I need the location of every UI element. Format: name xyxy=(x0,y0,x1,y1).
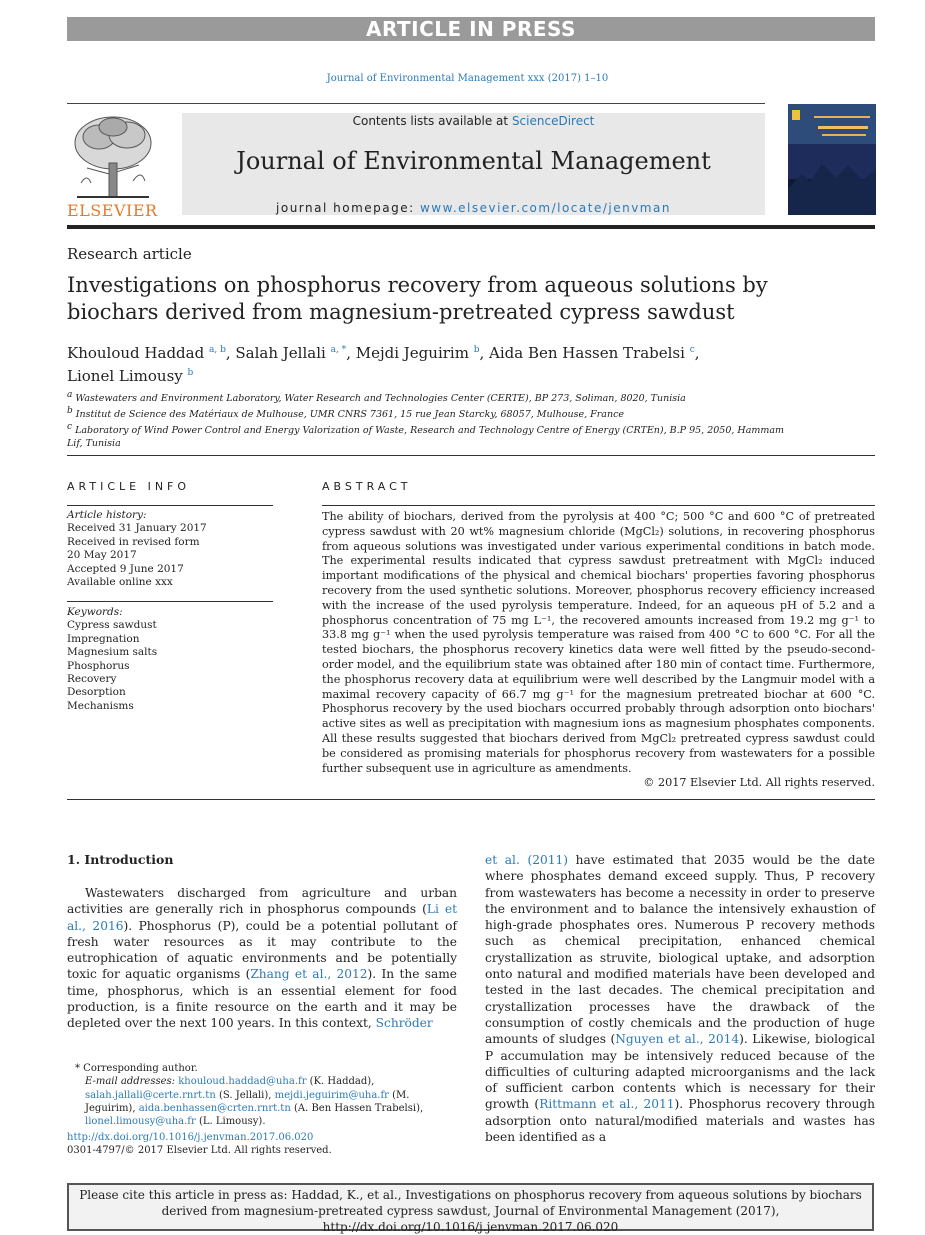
affiliation-item: $^a$ Wastewaters and Environment Laboratory, Water Research and Technologies Center (CERTE), BP 273, Soliman, 8020, Tunisia xyxy=(67,390,686,405)
history-item: Available online xxx xyxy=(67,576,173,589)
author-name: Salah Jellali xyxy=(235,344,326,362)
elsevier-logo[interactable] xyxy=(67,113,159,220)
doi-link[interactable]: http://dx.doi.org/10.1016/j.jenvman.2017.06.020 xyxy=(67,1132,314,1143)
history-item: 20 May 2017 xyxy=(67,549,137,562)
article-history xyxy=(67,509,273,589)
abstract-copyright: © 2017 Elsevier Ltd. All rights reserved. xyxy=(643,776,875,790)
citation-link[interactable]: Zhang et al., 2012 xyxy=(250,967,368,982)
affiliations xyxy=(67,389,787,450)
affiliation-item: $^b$ Institut de Science des Matériaux de Mulhouse, UMR CNRS 7361, 15 rue Jean Starcky, 68057, Mulhouse, France xyxy=(67,406,625,421)
divider xyxy=(67,799,875,800)
affiliation-mark[interactable]: a, * xyxy=(330,345,347,355)
email-link[interactable]: khouloud.haddad@uha.fr xyxy=(178,1076,307,1088)
citation-link[interactable]: Nguyen et al., 2014 xyxy=(615,1032,740,1047)
citation-link[interactable]: Rittmann et al., 2011 xyxy=(539,1097,675,1112)
citation-link[interactable]: Li et al., 2016 xyxy=(67,902,457,933)
email-link[interactable]: salah.jallali@certe.rnrt.tn xyxy=(85,1089,216,1101)
divider xyxy=(67,601,273,602)
affiliation-mark[interactable]: b xyxy=(187,368,194,378)
author-name: Khouloud Haddad xyxy=(67,344,205,362)
journal-header xyxy=(182,113,765,215)
keyword-item: Cypress sawdust xyxy=(67,619,157,632)
email-link[interactable]: lionel.limousy@uha.fr xyxy=(85,1116,196,1128)
affiliation-mark[interactable]: c xyxy=(689,345,695,355)
keywords-label: Keywords: xyxy=(67,606,123,618)
contents-line: Contents lists available at ScienceDirect xyxy=(352,114,595,128)
author-list: Khouloud Haddad $^{a, b}$, Salah Jellali $^{a, *}$, Mejdi Jeguirim $^b$, Aida Ben Hassen Trabelsi $^c$, Lionel Limousy $^b$ xyxy=(67,344,700,385)
intro-left-column: Wastewaters discharged from agriculture and urban activities are generally rich in phosphorus compounds (Li et al., 2016). Phosphorus (P), could be a potential pollutant of fresh water resources as it may contribute to the eutrophication of aquatic environments and be potentially toxic for aquatic organisms (Zhang et al., 2012). In the same time, phosphorus, which is an essential element for food production, is a finite resource on the earth and it may be depleted over the next 100 years. In this context, Schröder xyxy=(67,886,458,1031)
keyword-item: Desorption xyxy=(67,686,126,699)
keywords xyxy=(67,606,273,713)
citation-link[interactable]: Schröder xyxy=(375,1016,433,1031)
email-link[interactable]: mejdi.jeguirim@uha.fr xyxy=(274,1089,389,1101)
history-item: Accepted 9 June 2017 xyxy=(67,562,184,575)
affiliation-mark[interactable]: b xyxy=(473,345,480,355)
abstract-heading: ABSTRACT xyxy=(322,480,412,493)
intro-right-column: et al. (2011) have estimated that 2035 would be the date where phosphates demand exceed supply. Thus, P recovery from wastewaters has become a necessity in order to preserve the environment and to balance the intensively exhaustion of high-grade phosphates ores. Numerous P recovery methods such as chemical precipitation, enhanced chemical crystallization as struvite, biological uptake, and adsorption onto natural and modified materials have been developed and tested in the last decades. The chemical precipitation and crystallization processes have the drawback of the consumption of costly chemicals and the production of huge amounts of sludges (Nguyen et al., 2014). Likewise, biological P accumulation may be intensively reduced because of the difficulties of culturing adapted microorganisms and the lack of sufficient carbon contents which is necessary for their growth (Rittmann et al., 2011). Phosphorus recovery through adsorption onto natural/modified materials and wastes has been identified as a xyxy=(485,853,875,1145)
journal-citation-link[interactable]: Journal of Environmental Management xxx (2017) 1–10 xyxy=(326,73,609,84)
affiliation-mark[interactable]: a, b xyxy=(208,345,226,355)
citation-link[interactable]: et al. (2011) xyxy=(485,853,569,867)
abstract-text: The ability of biochars, derived from the pyrolysis at 400 °C; 500 °C and 600 °C of pretreated cypress sawdust with 20 wt% magnesium chloride (MgCl₂) solutions, in recovering phosphorus from aqueous solutions was investigated under various experimental conditions in batch mode. The experimental results indicated that cypress sawdust pretreatment with MgCl₂ induced important modifications of the physical and chemical biochars' properties favoring phosphorus recovery from the used synthetic solutions. Moreover, phosphorus recovery efficiency increased with the increase of the used pyrolysis temperature. Indeed, for an aqueous pH of 5.2 and a phosphorus concentration of 75 mg L⁻¹, the recovered amounts increased from 19.2 mg g⁻¹ to 33.8 mg g⁻¹ when the used pyrolysis temperature was raised from 400 °C to 600 °C. For all the tested biochars, the phosphorus recovery kinetics data were well fitted by the pseudo-second-order model, and the equilibrium state was obtained after 180 min of contact time. Furthermore, the phosphorus recovery data at equilibrium were well described by the Langmuir model with a maximal recovery capacity of 66.7 mg g⁻¹ for the magnesium pretreated biochar at 600 °C. Phosphorus recovery by the used biochars occurred probably through adsorption onto biochars' active sites as well as precipitation with magnesium ions as magnesium phosphates components. All these results suggested that biochars derived from MgCl₂ pretreated cypress sawdust could be considered as promising materials for phosphorus recovery from wastewaters for a possible further subsequent use in agriculture as amendments. xyxy=(322,510,875,775)
affiliation-item: $^c$ Laboratory of Wind Power Control and Energy Valorization of Waste, Research and Technology Centre of Energy (CRTEn), B.P 95, 2050, Hammam Lif, Tunisia xyxy=(67,422,785,450)
author-name: Aida Ben Hassen Trabelsi xyxy=(489,344,685,362)
email-addresses: E-mail addresses: khouloud.haddad@uha.fr (K. Haddad), salah.jallali@certe.rnrt.tn (S. Jellali), mejdi.jeguirim@uha.fr (M. Jeguirim), aida.benhassen@crten.rnrt.tn (A. Ben Hassen Trabelsi), lionel.limousy@uha.fr (L. Limousy). xyxy=(85,1076,424,1128)
abstract-body xyxy=(322,510,875,791)
journal-title: Journal of Environmental Management xyxy=(236,147,711,175)
introduction-heading: 1. Introduction xyxy=(67,852,174,867)
keyword-item: Mechanisms xyxy=(67,699,134,712)
article-title: Investigations on phosphorus recovery from aqueous solutions by biochars derived from magnesium-pretreated cypress sawdust xyxy=(67,273,768,324)
sciencedirect-link[interactable]: ScienceDirect xyxy=(511,114,595,128)
divider xyxy=(322,505,875,506)
keyword-item: Impregnation xyxy=(67,632,140,645)
issn-line: 0301-4797/© 2017 Elsevier Ltd. All rights reserved. xyxy=(67,1145,332,1157)
author-name: Lionel Limousy xyxy=(67,367,183,385)
keyword-item: Phosphorus xyxy=(67,659,130,672)
doi-block xyxy=(67,1131,457,1158)
homepage-link[interactable]: www.elsevier.com/locate/jenvman xyxy=(419,201,671,215)
divider xyxy=(67,455,875,456)
elsevier-tree-icon xyxy=(67,113,159,199)
keyword-item: Recovery xyxy=(67,673,117,686)
footnotes xyxy=(67,1062,457,1128)
header-rule xyxy=(67,103,765,104)
journal-cover-image[interactable] xyxy=(788,104,876,215)
corresponding-author-note: * Corresponding author. xyxy=(75,1063,198,1074)
homepage-line: journal homepage: www.elsevier.com/locate/jenvman xyxy=(276,201,671,215)
keyword-item: Magnesium salts xyxy=(67,646,158,659)
author-name: Mejdi Jeguirim xyxy=(355,344,469,362)
header-thick-rule xyxy=(67,225,875,229)
article-type: Research article xyxy=(67,245,192,263)
history-label: Article history: xyxy=(67,509,147,521)
article-info-heading: ARTICLE INFO xyxy=(67,480,191,493)
cite-this-article-box: Please cite this article in press as: Haddad, K., et al., Investigations on phosphorus recovery from aqueous solutions by biochars derived from magnesium-pretreated cypress sawdust, Journal of Environmental Management (2017), http://dx.doi.org/10.1016/j.jenvman.2017.06.020 xyxy=(67,1183,874,1231)
history-item: Received in revised form xyxy=(67,535,200,548)
cover-image-icon xyxy=(788,104,876,215)
elsevier-wordmark: ELSEVIER xyxy=(67,201,158,220)
divider xyxy=(67,505,273,506)
history-item: Received 31 January 2017 xyxy=(67,522,207,535)
email-link[interactable]: aida.benhassen@crten.rnrt.tn xyxy=(138,1102,291,1114)
article-in-press-banner: ARTICLE IN PRESS xyxy=(67,17,875,41)
